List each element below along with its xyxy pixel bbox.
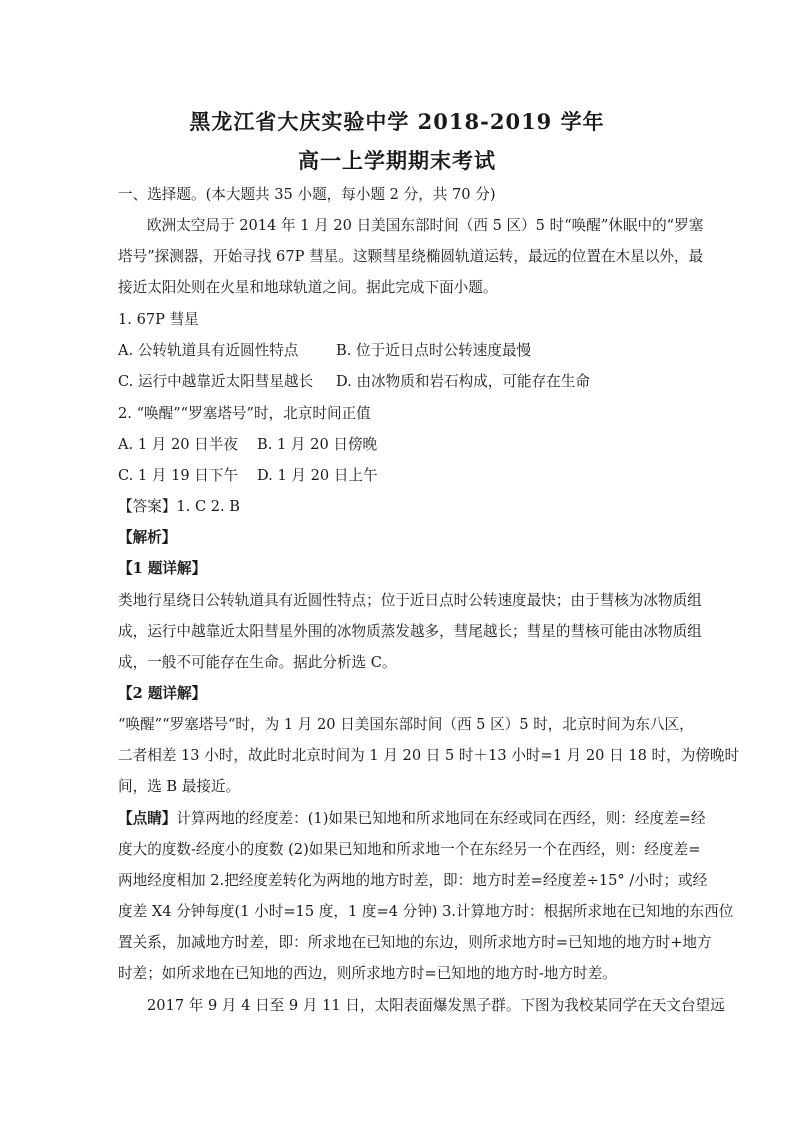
q1-option-a: A. 公转轨道具有近圆性特点 <box>118 342 299 359</box>
dianjing-line-5: 置关系，加减地方时差，即：所求地在已知地的东边，则所求地方时=已知地的地方时+地方 <box>118 934 712 951</box>
section-heading: 一、选择题。(本大题共 35 小题，每小题 2 分，共 70 分) <box>118 186 496 203</box>
analysis-heading: 【解析】 <box>118 529 177 546</box>
intro-line-1: 欧洲太空局于 2014 年 1 月 20 日美国东部时间（西 5 区）5 时“唤醒”休眠中的“罗塞 <box>147 217 704 234</box>
q2-option-b: B. 1 月 20 日傍晚 <box>257 436 378 453</box>
detail1-line-3: 成，一般不可能存在生命。据此分析选 C。 <box>118 654 397 671</box>
intro-line-3: 接近太阳处则在火星和地球轨道之间。据此完成下面小题。 <box>118 279 498 296</box>
intro-line-2: 塔号”探测器，开始寻找 67P 彗星。这颗彗星绕椭圆轨道运转，最远的位置在木星以外，最 <box>118 248 704 265</box>
q1-option-b: B. 位于近日点时公转速度最慢 <box>336 342 532 359</box>
q2-stem: 2. “唤醒”“罗塞塔号”时，北京时间正值 <box>118 405 371 422</box>
dianjing-line-6: 时差；如所求地在已知地的西边，则所求地方时=已知地的地方时-地方时差。 <box>118 965 617 982</box>
dianjing-text-1: 计算两地的经度差：(1)如果已知地和所求地同在东经或同在西经，则：经度差=经 <box>176 810 706 827</box>
next-paragraph: 2017 年 9 月 4 日至 9 月 11 日，太阳表面爆发黑子群。下图为我校某同学在天文台望远 <box>147 997 725 1014</box>
dianjing-label: 【点睛】 <box>118 810 177 827</box>
dianjing-line-2: 度大的度数-经度小的度数 (2)如果已知地和所求地一个在东经另一个在西经，则：经度差= <box>118 841 701 858</box>
detail1-line-2: 成，运行中越靠近太阳彗星外围的冰物质蒸发越多，彗尾越长；彗星的彗核可能由冰物质组 <box>118 623 702 640</box>
dianjing-line-1 <box>118 809 705 829</box>
detail1-heading: 【1 题详解】 <box>118 560 207 577</box>
q2-option-a: A. 1 月 20 日半夜 <box>118 436 238 453</box>
detail2-line-3: 间，选 B 最接近。 <box>118 778 241 795</box>
detail2-line-2: 二者相差 13 小时，故此时北京时间为 1 月 20 日 5 时＋13 小时=1 月 20 日 18 时，为傍晚时 <box>118 747 740 764</box>
q1-stem: 1. 67P 彗星 <box>118 311 199 328</box>
q1-option-c: C. 运行中越靠近太阳彗星越长 <box>118 373 314 390</box>
answer-line: 【答案】1. C 2. B <box>118 498 241 515</box>
dianjing-line-3: 两地经度相加 2.把经度差转化为两地的地方时差，即：地方时差=经度差÷15° /小时；或经 <box>118 872 708 889</box>
q2-option-c: C. 1 月 19 日下午 <box>118 467 239 484</box>
q2-option-d: D. 1 月 20 日上午 <box>257 467 378 484</box>
doc-title-line1: 黑龙江省大庆实验中学 2018-2019 学年 <box>189 109 605 134</box>
doc-title-line2: 高一上学期期末考试 <box>298 148 496 173</box>
detail2-line-1: “唤醒”“罗塞塔号“时，为 1 月 20 日美国东部时间（西 5 区）5 时，北京时间为东八区， <box>118 716 694 733</box>
detail2-heading: 【2 题详解】 <box>118 685 207 702</box>
q1-option-d: D. 由冰物质和岩石构成，可能存在生命 <box>336 373 590 390</box>
detail1-line-1: 类地行星绕日公转轨道具有近圆性特点；位于近日点时公转速度最快；由于彗核为冰物质组 <box>118 592 702 609</box>
dianjing-line-4: 度差 X4 分钟每度(1 小时=15 度，1 度=4 分钟) 3.计算地方时：根据所求地在已知地的东西位 <box>118 903 734 920</box>
